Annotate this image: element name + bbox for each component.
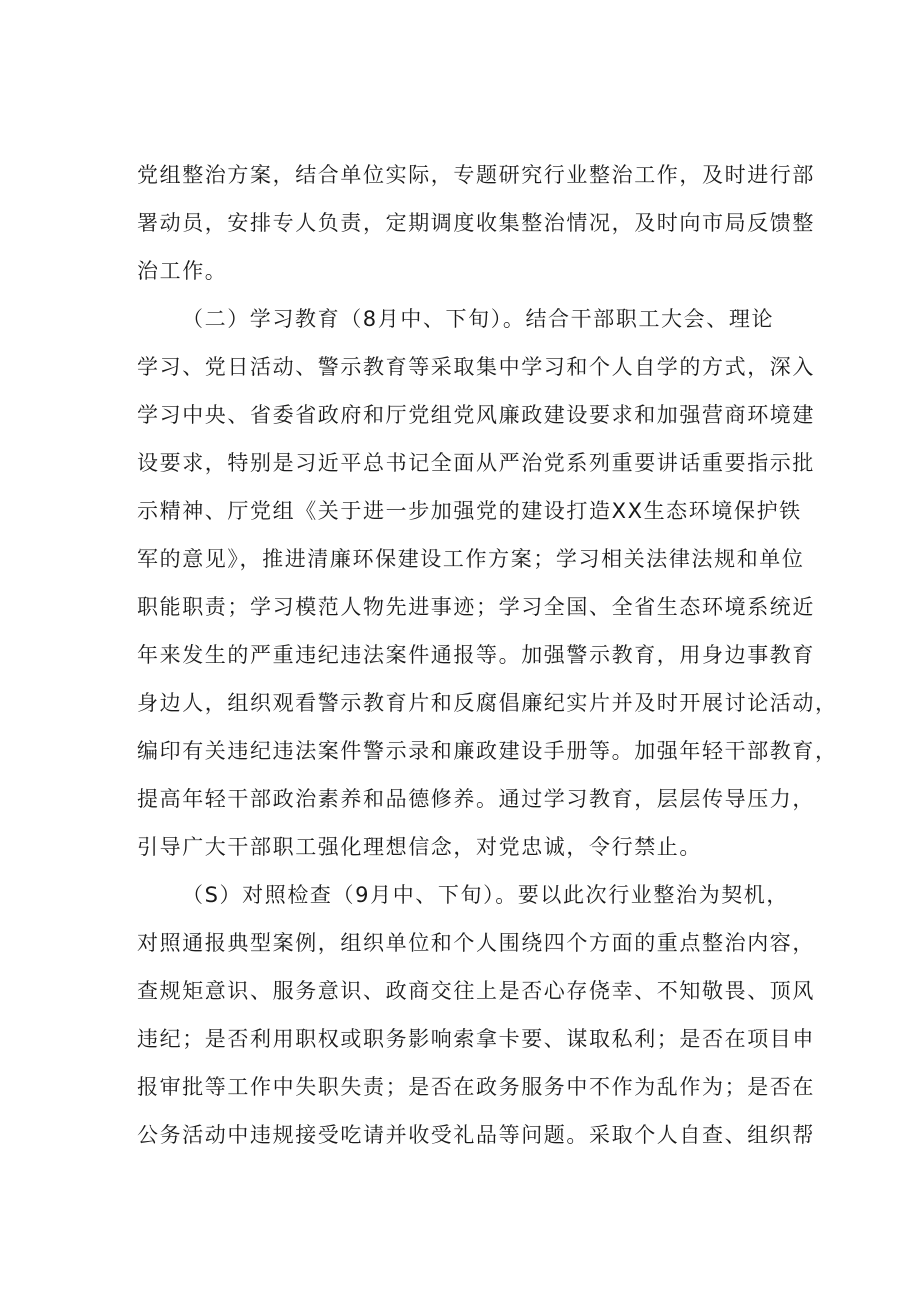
- section-two-heading-line: （二）学习教育（8月中、下旬）。结合干部职工大会、理论: [182, 307, 775, 331]
- text-line: 示精神、厅党组《关于进一步加强党的建设打造XX生态环境保护铁: [137, 499, 802, 523]
- text-line: 对照通报典型案例，组织单位和个人围绕四个方面的重点整治内容，: [137, 931, 815, 955]
- text-line: 年来发生的严重违纪违法案件通报等。加强警示教育，用身边事教育: [137, 643, 815, 667]
- text-line: 违纪；是否利用职权或职务影响索拿卡要、谋取私利；是否在项目申: [137, 1027, 815, 1051]
- text-line: 署动员，安排专人负责，定期调度收集整治情况，及时向市局反馈整: [137, 211, 815, 235]
- text-line: 设要求，特别是习近平总书记全面从严治党系列重要讲话重要指示批: [137, 451, 815, 475]
- text-line: 军的意见》，推进清廉环保建设工作方案；学习相关法律法规和单位: [137, 547, 805, 571]
- text-line: 公务活动中违规接受吃请并收受礼品等问题。采取个人自查、组织帮: [137, 1123, 815, 1147]
- text-line: 身边人，组织观看警示教育片和反腐倡廉纪实片并及时开展讨论活动，: [137, 691, 838, 715]
- section-three-heading-line: （S）对照检查（9月中、下旬）。要以此次行业整治为契机，: [182, 883, 789, 907]
- text-line: 编印有关违纪违法案件警示录和廉政建设手册等。加强年轻干部教育，: [137, 739, 838, 763]
- text-line: 引导广大干部职工强化理想信念，对党忠诚，令行禁止。: [137, 835, 702, 859]
- text-line: 学习中央、省委省政府和厅党组党风廉政建设要求和加强营商环境建: [137, 403, 815, 427]
- text-line: 治工作。: [137, 259, 228, 283]
- text-line: 提高年轻干部政治素养和品德修养。通过学习教育，层层传导压力，: [137, 787, 815, 811]
- text-line: 查规矩意识、服务意识、政商交往上是否心存侥幸、不知敬畏、顶风: [137, 979, 815, 1003]
- text-line: 职能职责；学习模范人物先进事迹；学习全国、全省生态环境系统近: [137, 595, 815, 619]
- text-line: 报审批等工作中失职失责；是否在政务服务中不作为乱作为；是否在: [137, 1075, 815, 1099]
- text-line: 学习、党日活动、警示教育等采取集中学习和个人自学的方式，深入: [137, 355, 815, 379]
- text-line: 党组整治方案，结合单位实际，专题研究行业整治工作，及时进行部: [137, 163, 815, 187]
